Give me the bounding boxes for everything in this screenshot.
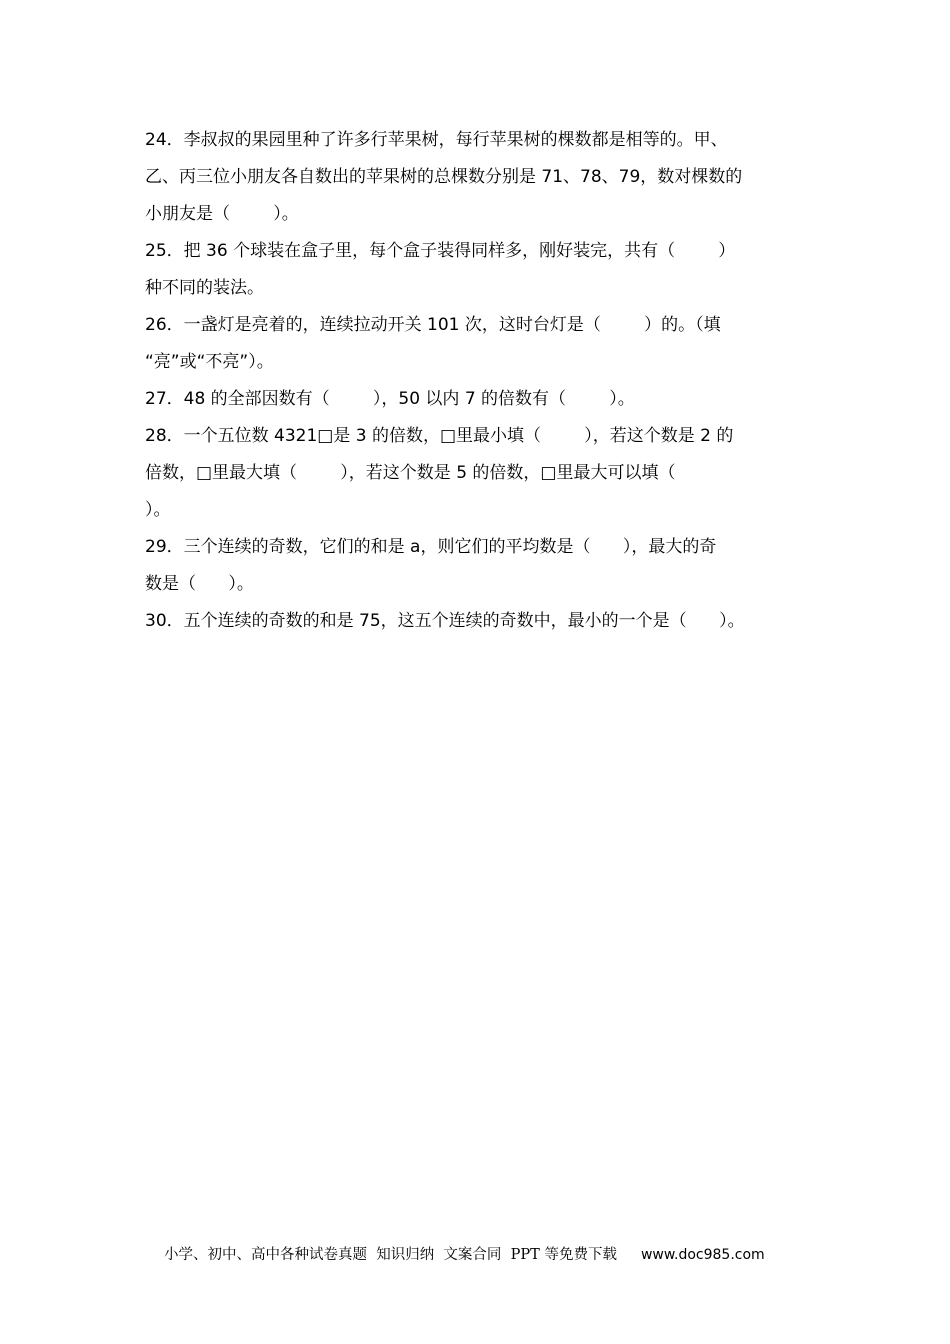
question-list [145, 122, 825, 640]
question-line: 25．把 36 个球装在盒子里，每个盒子装得同样多，刚好装完，共有（ ） [145, 241, 736, 261]
question-26 [145, 307, 825, 381]
question-line: 小朋友是（ ）。 [145, 204, 299, 224]
question-line: 28．一个五位数 4321□是 3 的倍数，□里最小填（ ），若这个数是 2 的 [145, 426, 734, 446]
question-line: 26．一盏灯是亮着的，连续拉动开关 101 次，这时台灯是（ ）的。（填 [145, 315, 721, 335]
question-line: 29．三个连续的奇数，它们的和是 a，则它们的平均数是（ ），最大的奇 [145, 537, 717, 557]
question-line: 30．五个连续的奇数的和是 75，这五个连续的奇数中，最小的一个是（ ）。 [145, 611, 745, 631]
question-line: 数是（ ）。 [145, 574, 254, 594]
question-30 [145, 603, 825, 640]
question-line: 倍数，□里最大填（ ），若这个数是 5 的倍数，□里最大可以填（ [145, 463, 676, 483]
question-line: “亮”或“不亮”）。 [145, 352, 274, 372]
question-line: 乙、丙三位小朋友各自数出的苹果树的总棵数分别是 71、78、79，数对棵数的 [145, 167, 743, 187]
question-24 [145, 122, 825, 233]
question-25 [145, 233, 825, 307]
question-29 [145, 529, 825, 603]
footer-text: 小学、初中、高中各种试卷真题 知识归纳 文案合同 PPT 等免费下载 [164, 1247, 617, 1263]
question-line: 24．李叔叔的果园里种了许多行苹果树，每行苹果树的棵数都是相等的。甲、 [145, 130, 728, 150]
question-27 [145, 381, 825, 418]
question-line: 27．48 的全部因数有（ ），50 以内 7 的倍数有（ ）。 [145, 389, 635, 409]
question-line: 种不同的装法。 [145, 278, 264, 298]
footer-site-link[interactable]: www.doc985.com [640, 1247, 765, 1263]
question-28 [145, 418, 825, 529]
page-footer [164, 1243, 765, 1264]
question-line: ）。 [145, 500, 171, 520]
